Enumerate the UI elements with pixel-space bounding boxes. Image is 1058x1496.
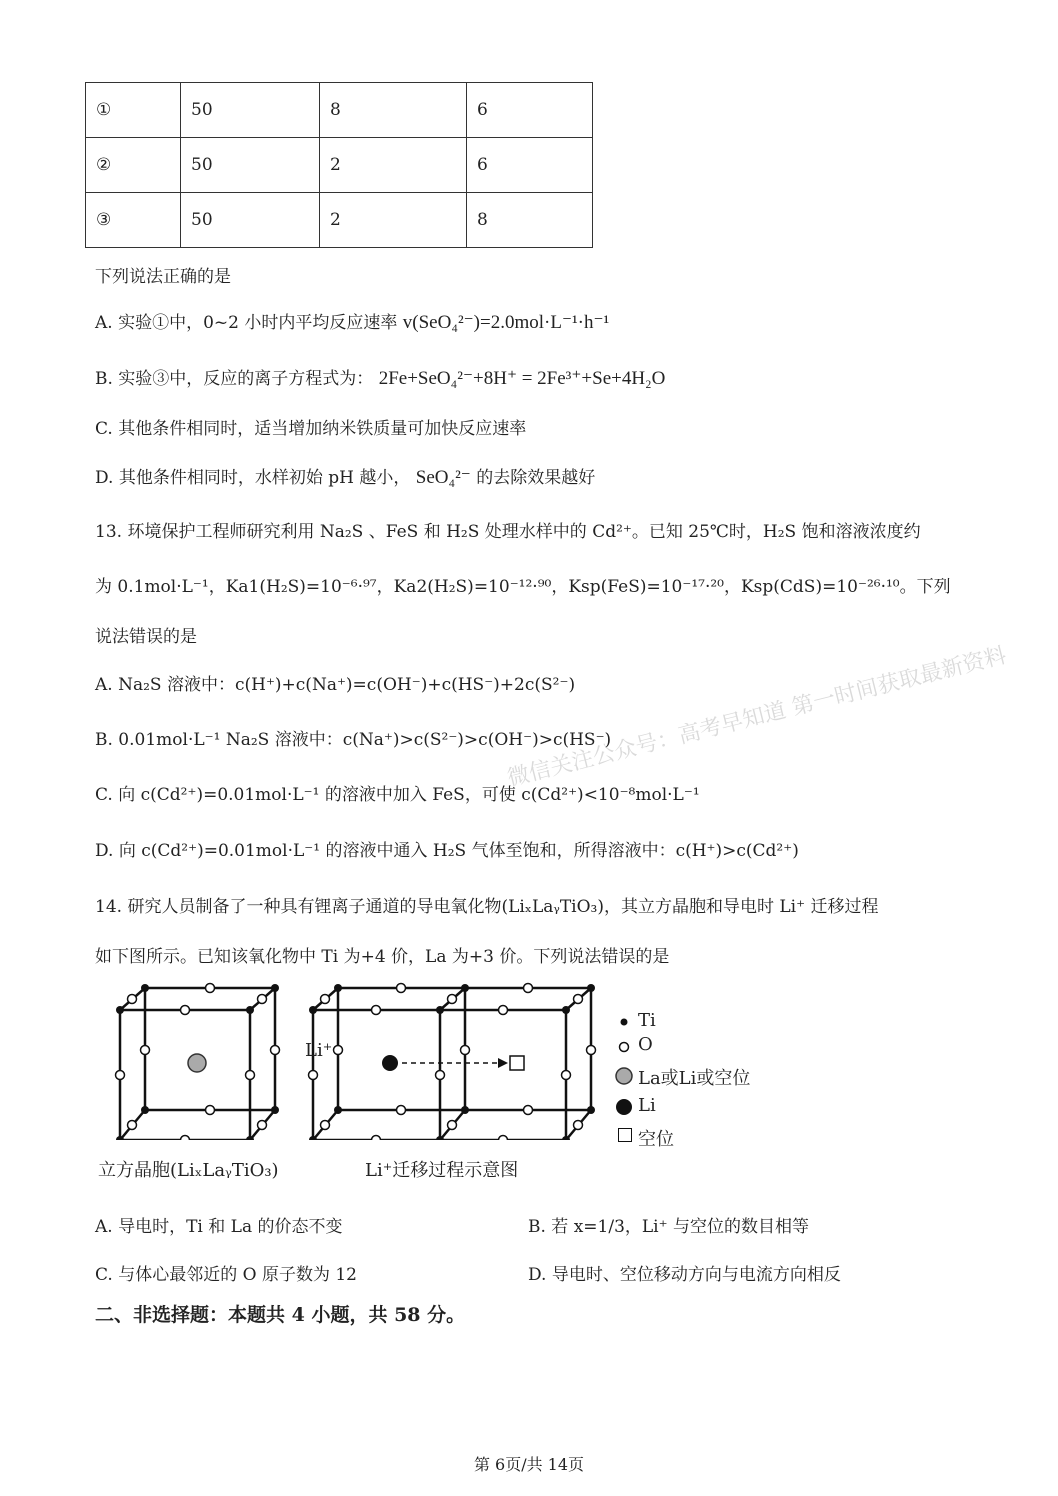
- q14-option-b: B. 若 x=1/3，Li⁺ 与空位的数目相等: [528, 1217, 809, 1237]
- legend-li: Li: [638, 1095, 656, 1116]
- li-label: Li⁺: [305, 1040, 333, 1061]
- q13-option-b: B. 0.01mol·L⁻¹ Na₂S 溶液中：c(Na⁺)>c(S²⁻)>c(OH⁻)>c(HS⁻): [95, 730, 612, 750]
- li-ion: [382, 1055, 398, 1071]
- table-row: [86, 193, 593, 248]
- q12-option-a-text: A. 实验①中，0~2 小时内平均反应速率: [95, 313, 398, 333]
- table-cell: ③: [86, 193, 181, 248]
- table-cell: 2: [320, 138, 467, 193]
- q12-option-a: [95, 308, 609, 334]
- watermark: 微信关注公众号：高考早知道 第一时间获取最新资料: [505, 643, 1009, 792]
- table-row: [86, 138, 593, 193]
- legend-vacancy: 空位: [638, 1129, 674, 1150]
- caption-unit-cell: 立方晶胞(LiₓLaᵧTiO₃): [98, 1160, 279, 1181]
- q13-stem-line3: 说法错误的是: [95, 627, 197, 647]
- q13-option-a: A. Na₂S 溶液中：c(H⁺)+c(Na⁺)=c(OH⁻)+c(HS⁻)+2c(S²⁻): [95, 675, 576, 695]
- q12-option-a-expr: v(SeO₄²⁻)=2.0mol·L⁻¹·h⁻¹: [402, 312, 610, 333]
- legend-ti: Ti: [638, 1010, 656, 1031]
- q12-option-c: C. 其他条件相同时，适当增加纳米铁质量可加快反应速率: [95, 419, 527, 439]
- experiment-table: [85, 82, 593, 248]
- q14-option-a: A. 导电时，Ti 和 La 的价态不变: [95, 1217, 343, 1237]
- table-cell: ②: [86, 138, 181, 193]
- q13-stem-line2: 为 0.1mol·L⁻¹，Ka1(H₂S)=10⁻⁶·⁹⁷，Ka2(H₂S)=10⁻¹²·⁹⁰，Ksp(FeS)=10⁻¹⁷·²⁰，Ksp(CdS)=10⁻²⁶·¹⁰。下列: [95, 577, 951, 597]
- q13-option-c: C. 向 c(Cd²⁺)=0.01mol·L⁻¹ 的溶液中加入 FeS，可使 c(Cd²⁺)<10⁻⁸mol·L⁻¹: [95, 785, 700, 805]
- table-cell: 6: [467, 83, 593, 138]
- table-cell: 8: [467, 193, 593, 248]
- table-row: [86, 83, 593, 138]
- body-center-site: [188, 1054, 206, 1072]
- table-cell: ①: [86, 83, 181, 138]
- table-cell: 50: [181, 83, 320, 138]
- caption-migration: Li⁺迁移过程示意图: [365, 1160, 519, 1181]
- q12-option-b-text: B. 实验③中，反应的离子方程式为：: [95, 369, 374, 389]
- q13-stem-line1: 13. 环境保护工程师研究利用 Na₂S 、FeS 和 H₂S 处理水样中的 Cd²⁺。已知 25℃时，H₂S 饱和溶液浓度约: [95, 522, 921, 542]
- q12-option-d-expr: SeO₄²⁻: [415, 467, 471, 488]
- crystal-figure: [100, 980, 780, 1140]
- vacancy-site: [510, 1056, 524, 1070]
- page-footer: 第 6页/共 14页: [473, 1455, 585, 1474]
- legend-o: O: [638, 1034, 653, 1055]
- q14-option-d: D. 导电时、空位移动方向与电流方向相反: [528, 1265, 841, 1285]
- q12-prompt: 下列说法正确的是: [95, 267, 231, 287]
- table-cell: 50: [181, 193, 320, 248]
- table-cell: 50: [181, 138, 320, 193]
- legend-la-li-vacancy: La或Li或空位: [638, 1068, 751, 1089]
- q14-stem-line2: 如下图所示。已知该氧化物中 Ti 为+4 价，La 为+3 价。下列说法错误的是: [95, 947, 670, 967]
- table-cell: 6: [467, 138, 593, 193]
- vacancy-legend-icon: [618, 1128, 632, 1142]
- q12-option-d-suffix: 的去除效果越好: [476, 468, 596, 488]
- table-cell: 2: [320, 193, 467, 248]
- q12-option-b: [95, 364, 665, 390]
- table-cell: 8: [320, 83, 467, 138]
- q12-option-d-text: D. 其他条件相同时，水样初始 pH 越小，: [95, 468, 411, 488]
- q14-stem-line1: 14. 研究人员制备了一种具有锂离子通道的导电氧化物(LiₓLaᵧTiO₃)，其立方晶胞和导电时 Li⁺ 迁移过程: [95, 897, 879, 917]
- q13-option-d: D. 向 c(Cd²⁺)=0.01mol·L⁻¹ 的溶液中通入 H₂S 气体至饱和，所得溶液中：c(H⁺)>c(Cd²⁺): [95, 841, 799, 861]
- section-heading: 二、非选择题：本题共 4 小题，共 58 分。: [95, 1304, 466, 1326]
- left-cube-front: [120, 1010, 250, 1140]
- q14-option-c: C. 与体心最邻近的 O 原子数为 12: [95, 1265, 357, 1285]
- q12-option-b-expr: 2Fe+SeO₄²⁻+8H⁺ = 2Fe³⁺+Se+4H₂O: [378, 368, 666, 389]
- q12-option-d: [95, 463, 595, 489]
